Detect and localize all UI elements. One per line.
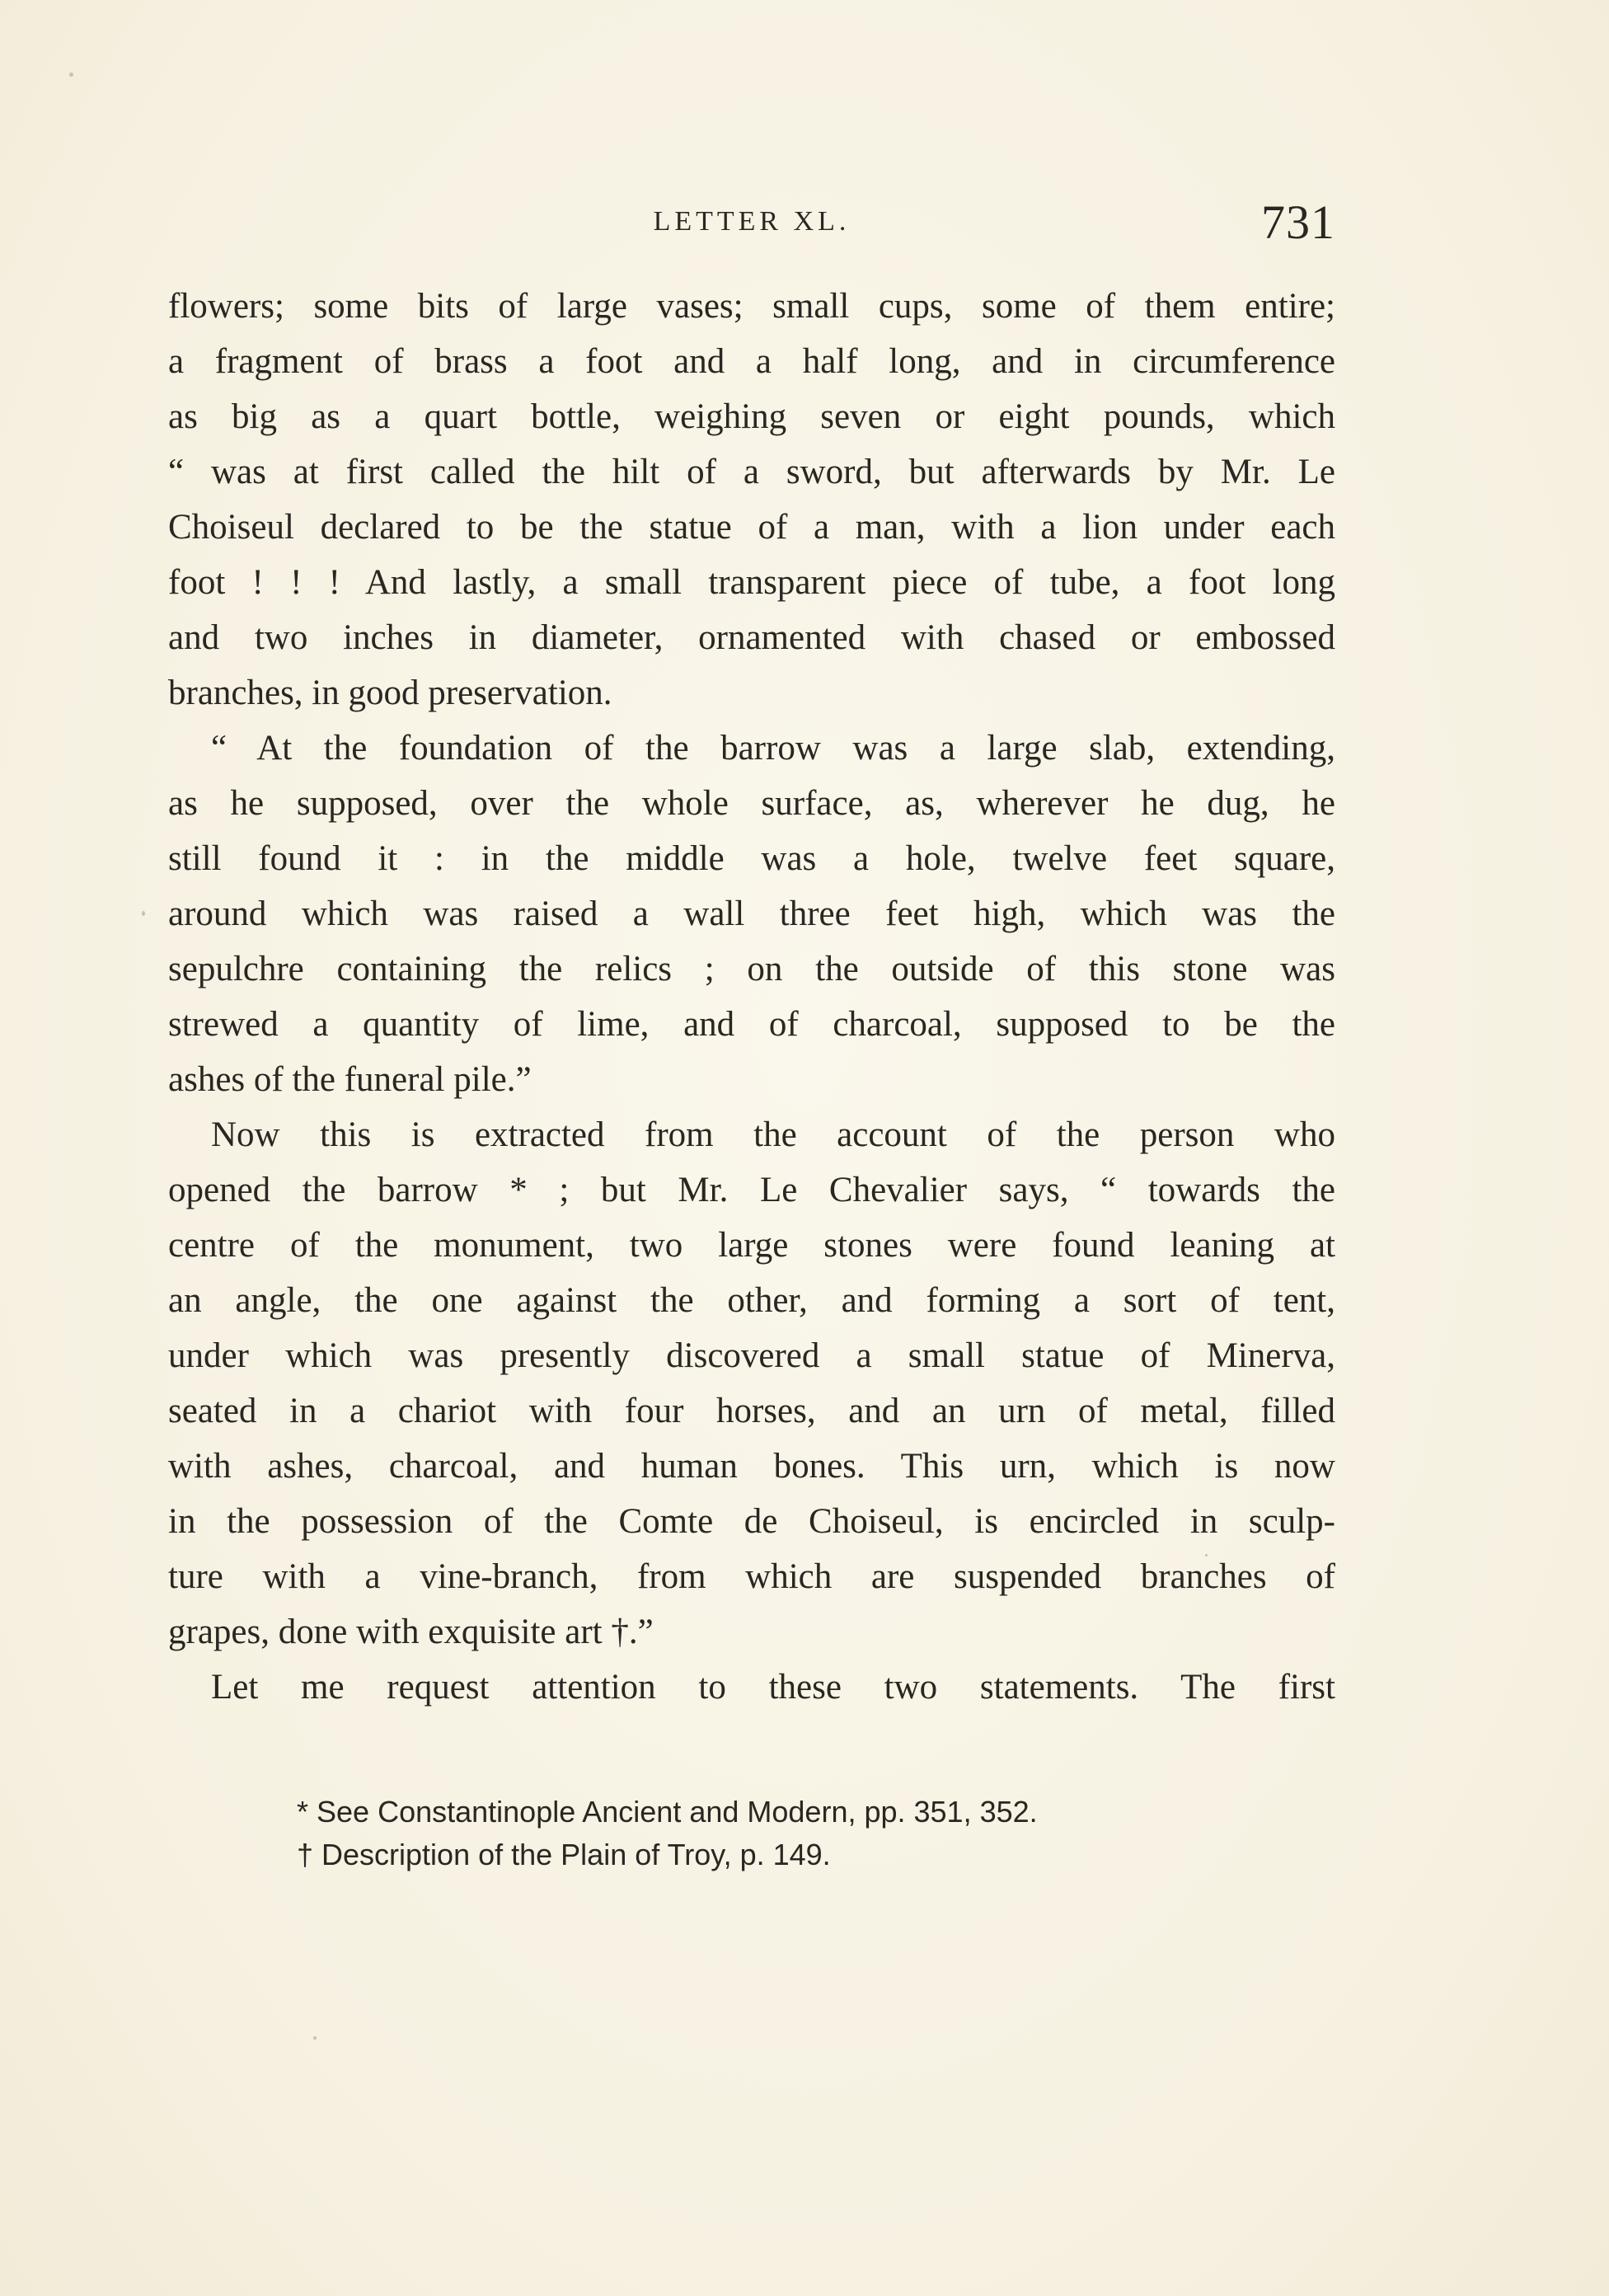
text-line: and two inches in diameter, ornamented with chased or embossed [168,618,1335,657]
text-line: as he supposed, over the whole surface, as, wherever he dug, he [168,784,1335,823]
text-line: in the possession of the Comte de Choiseul, is encircled in sculp- [168,1502,1335,1541]
paper-speck [69,73,73,77]
paper-speck [1205,1554,1208,1556]
paper-speck [313,2036,317,2040]
text-line: Choiseul declared to be the statue of a man, with a lion under each [168,508,1335,547]
text-line: still found it : in the middle was a hole, twelve feet square, [168,839,1335,878]
text-line: Now this is extracted from the account of the person who [211,1115,1335,1154]
footnote: * See Constantinople Ancient and Modern, pp. 351, 352. [297,1795,1038,1829]
page-header [168,195,1335,252]
text-line: branches, in good preservation. [168,674,612,712]
footnotes [297,1791,1203,1876]
text-line: as big as a quart bottle, weighing seven or eight pounds, which [168,397,1335,436]
text-line: opened the barrow * ; but Mr. Le Chevalier says, “ towards the [168,1171,1335,1209]
text-line: strewed a quantity of lime, and of charcoal, supposed to be the [168,1005,1335,1044]
text-line: centre of the monument, two large stones were found leaning at [168,1226,1335,1265]
text-line: around which was raised a wall three feet high, which was the [168,894,1335,933]
text-line: seated in a chariot with four horses, and an urn of metal, filled [168,1392,1335,1430]
text-line: under which was presently discovered a small statue of Minerva, [168,1336,1335,1375]
text-line: sepulchre containing the relics ; on the outside of this stone was [168,950,1335,988]
text-line: “ was at first called the hilt of a sword, but afterwards by Mr. Le [168,453,1335,491]
text-line: “ At the foundation of the barrow was a large slab, extending, [211,729,1335,768]
body-text [168,279,1335,1715]
text-line: ashes of the funeral pile.” [168,1060,532,1099]
text-line: a fragment of brass a foot and a half long, and in circumference [168,342,1335,381]
paper-speck [142,911,145,916]
footnote: † Description of the Plain of Troy, p. 149. [297,1838,831,1871]
text-line: Let me request attention to these two statements. The first [211,1668,1335,1707]
text-line: flowers; some bits of large vases; small cups, some of them entire; [168,287,1335,326]
running-head: LETTER XL. [653,206,851,237]
text-line: foot ! ! ! And lastly, a small transparent piece of tube, a foot long [168,563,1335,602]
text-line: with ashes, charcoal, and human bones. This urn, which is now [168,1447,1335,1486]
page-number: 731 [1261,195,1335,249]
text-line: ture with a vine-branch, from which are suspended branches of [168,1557,1335,1596]
text-line: an angle, the one against the other, and forming a sort of tent, [168,1281,1335,1320]
text-line: grapes, done with exquisite art †.” [168,1613,654,1651]
